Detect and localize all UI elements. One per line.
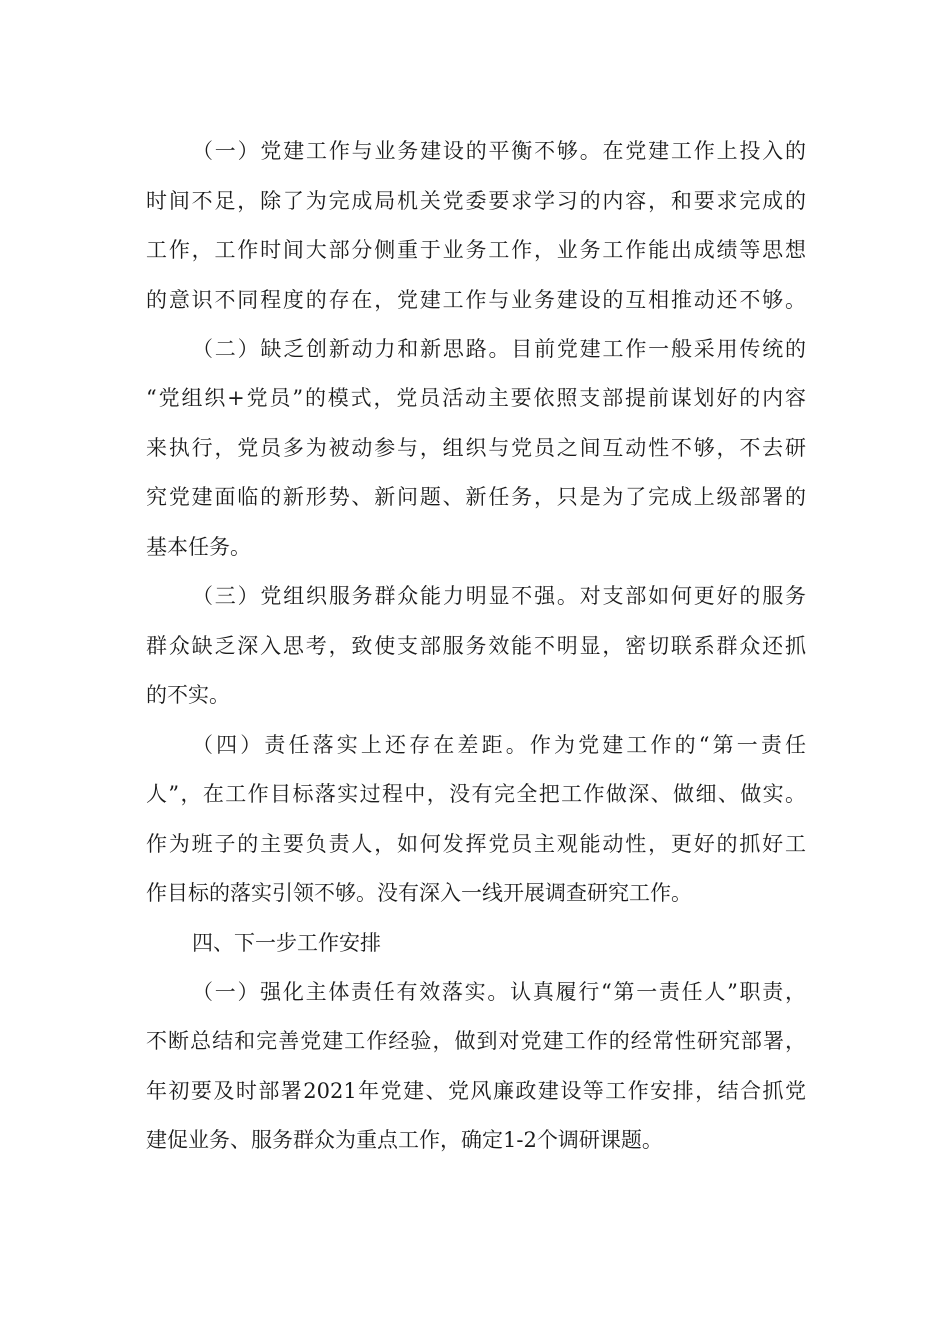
text-line: 工作，工作时间大部分侧重于业务工作，业务工作能出成绩等思想	[146, 238, 806, 262]
text-line: 作目标的落实引领不够。没有深入一线开展调查研究工作。	[146, 881, 692, 905]
text-line: “党组织+党员”的模式，党员活动主要依照支部提前谋划好的内容	[146, 386, 806, 410]
text-line: 时间不足，除了为完成局机关党委要求学习的内容，和要求完成的	[146, 189, 806, 213]
text-line: （三）党组织服务群众能力明显不强。对支部如何更好的服务	[192, 584, 806, 608]
text-line: 建促业务、服务群众为重点工作，确定1-2个调研课题。	[146, 1128, 663, 1152]
text-line: 的不实。	[146, 683, 230, 707]
text-line: 来执行，党员多为被动参与，组织与党员之间互动性不够，不去研	[146, 436, 806, 460]
text-line: （一）党建工作与业务建设的平衡不够。在党建工作上投入的	[192, 139, 806, 163]
text-line: 基本任务。	[146, 535, 251, 559]
text-line: 不断总结和完善党建工作经验，做到对党建工作的经常性研究部署，	[146, 1029, 806, 1053]
text-line: 人”，在工作目标落实过程中，没有完全把工作做深、做细、做实。	[146, 782, 806, 806]
text-line: 年初要及时部署2021年党建、党风廉政建设等工作安排，结合抓党	[146, 1079, 806, 1103]
text-line: 究党建面临的新形势、新问题、新任务，只是为了完成上级部署的	[146, 485, 806, 509]
text-line: （二）缺乏创新动力和新思路。目前党建工作一般采用传统的	[192, 337, 806, 361]
text-line: 群众缺乏深入思考，致使支部服务效能不明显，密切联系群众还抓	[146, 634, 806, 658]
text-line: 作为班子的主要负责人，如何发挥党员主观能动性，更好的抓好工	[146, 832, 806, 856]
text-line: （一）强化主体责任有效落实。认真履行“第一责任人”职责，	[192, 980, 806, 1004]
text-line: 的意识不同程度的存在，党建工作与业务建设的互相推动还不够。	[146, 288, 806, 312]
text-line: （四）责任落实上还存在差距。作为党建工作的“第一责任	[192, 733, 806, 757]
section-heading: 四、下一步工作安排	[192, 931, 381, 955]
